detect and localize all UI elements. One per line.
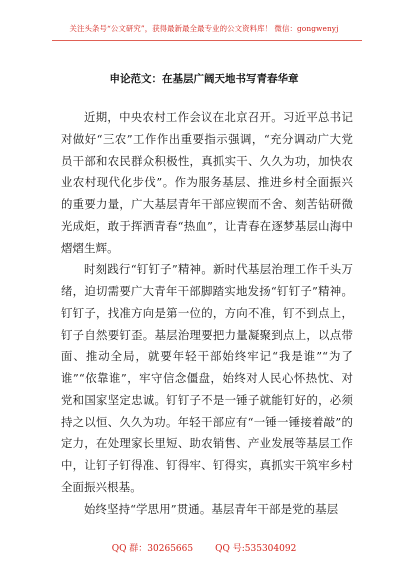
paragraph-nail-spirit: 时刻践行“钉钉子”精神。新时代基层治理工作千头万绪，迫切需要广大青年干部脚踏实地发扬“钉钉子”精神。钉钉子，找准方向是第一位的，方向不准，钉不到点上，钉子自然要钉歪。基层治理要把力量凝聚到点上，以点带面、推动全局，就要年轻干部始终牢记“我是谁”“为了谁”“依靠谁”，牢守信念僵盘，始终对人民心怀热忱、对党和国家坚定忠诚。钉钉子不是一锤子就能钉好的，必须持之以恒、久久为功。年轻干部应有“一锤一锤接着敲”的定力，在处理家长里短、助农销售、产业发展等基层工作中，让钉子钉得准、钉得牢、钉得实，真抓实干筑牢乡村全面振兴根基。: [61, 262, 353, 494]
footer-contact: [0, 541, 408, 554]
header-divider: [52, 40, 362, 41]
footer-qq-number: QQ 号:535304092: [215, 544, 297, 554]
footer-qq-group: QQ 群：30265665: [111, 544, 194, 554]
document-title: 申论范文：在基层广阔天地书写青春华章: [109, 73, 299, 85]
paragraph-learn-think-apply: 始终坚持“学思用”贯通。基层青年干部是党的基层: [84, 501, 339, 516]
paragraph-intro: 近期，中央农村工作会议在北京召开。习近平总书记对做好“三农”工作作出重要指示强调，“充分调动广大党员干部和农民群众积极性，真抓实干、久久为功，加快农业农村现代化步伐”。作为服务基层、推进乡村全面振兴的重要力量，广大基层青年干部应锲而不舍、刻苦钻研微光成炬，敢于挥洒青春“热血”，让青春在逐梦基层山海中熠熠生辉。: [61, 110, 353, 255]
document-body: [61, 107, 353, 520]
header-promo-note: 关注头条号“公文研究”，获得最新最全最专业的公文资料库！ 微信：gongwenyj: [69, 24, 339, 33]
